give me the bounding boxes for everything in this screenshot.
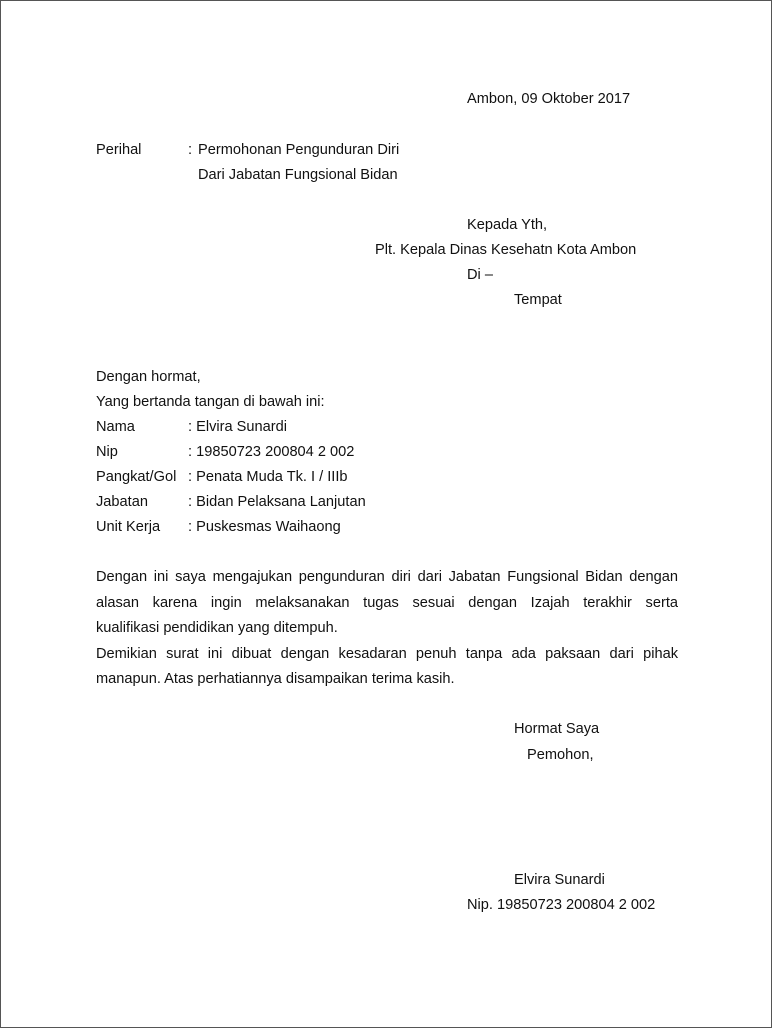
field-value-nip: : 19850723 200804 2 002 — [188, 444, 355, 460]
body-paragraph-1-line-3: kualifikasi pendidikan yang ditempuh. — [96, 620, 338, 636]
body-paragraph-2-line-2: manapun. Atas perhatiannya disampaikan terima kasih. — [96, 671, 455, 687]
recipient-line-2: Plt. Kepala Dinas Kesehatn Kota Ambon — [375, 242, 637, 258]
body-paragraph-1-line-1: Dengan ini saya mengajukan pengunduran diri dari Jabatan Fungsional Bidan dengan — [96, 569, 678, 585]
subject-line-1: Permohonan Pengunduran Diri — [198, 142, 400, 158]
subject-label: Perihal — [96, 142, 142, 158]
salutation: Dengan hormat, — [96, 369, 201, 385]
subject-line-2: Dari Jabatan Fungsional Bidan — [198, 167, 398, 183]
closing-line-1: Hormat Saya — [514, 721, 600, 737]
recipient-line-3: Di – — [467, 267, 493, 283]
field-value-pangkat: : Penata Muda Tk. I / IIIb — [188, 469, 348, 485]
body-paragraph-1-line-2: alasan karena ingin melaksanakan tugas sesuai dengan Izajah terakhir serta — [96, 595, 678, 611]
recipient-line-4: Tempat — [514, 292, 562, 308]
field-label-nip: Nip — [96, 444, 118, 460]
field-label-unit-kerja: Unit Kerja — [96, 519, 161, 535]
field-label-nama: Nama — [96, 419, 135, 435]
signatory-name: Elvira Sunardi — [514, 872, 605, 888]
closing-line-2: Pemohon, — [527, 747, 594, 763]
recipient-line-1: Kepada Yth, — [467, 217, 548, 233]
field-value-nama: : Elvira Sunardi — [188, 419, 287, 435]
body-paragraph-2-line-1: Demikian surat ini dibuat dengan kesadaran penuh tanpa ada paksaan dari pihak — [96, 646, 678, 662]
signatory-nip: Nip. 19850723 200804 2 002 — [467, 897, 656, 913]
field-value-jabatan: : Bidan Pelaksana Lanjutan — [188, 494, 366, 510]
field-label-jabatan: Jabatan — [96, 494, 148, 510]
intro-line: Yang bertanda tangan di bawah ini: — [96, 394, 325, 410]
place-date: Ambon, 09 Oktober 2017 — [467, 91, 631, 107]
field-value-unit-kerja: : Puskesmas Waihaong — [188, 519, 341, 535]
subject-separator: : — [188, 142, 193, 158]
field-label-pangkat: Pangkat/Gol — [96, 469, 177, 485]
